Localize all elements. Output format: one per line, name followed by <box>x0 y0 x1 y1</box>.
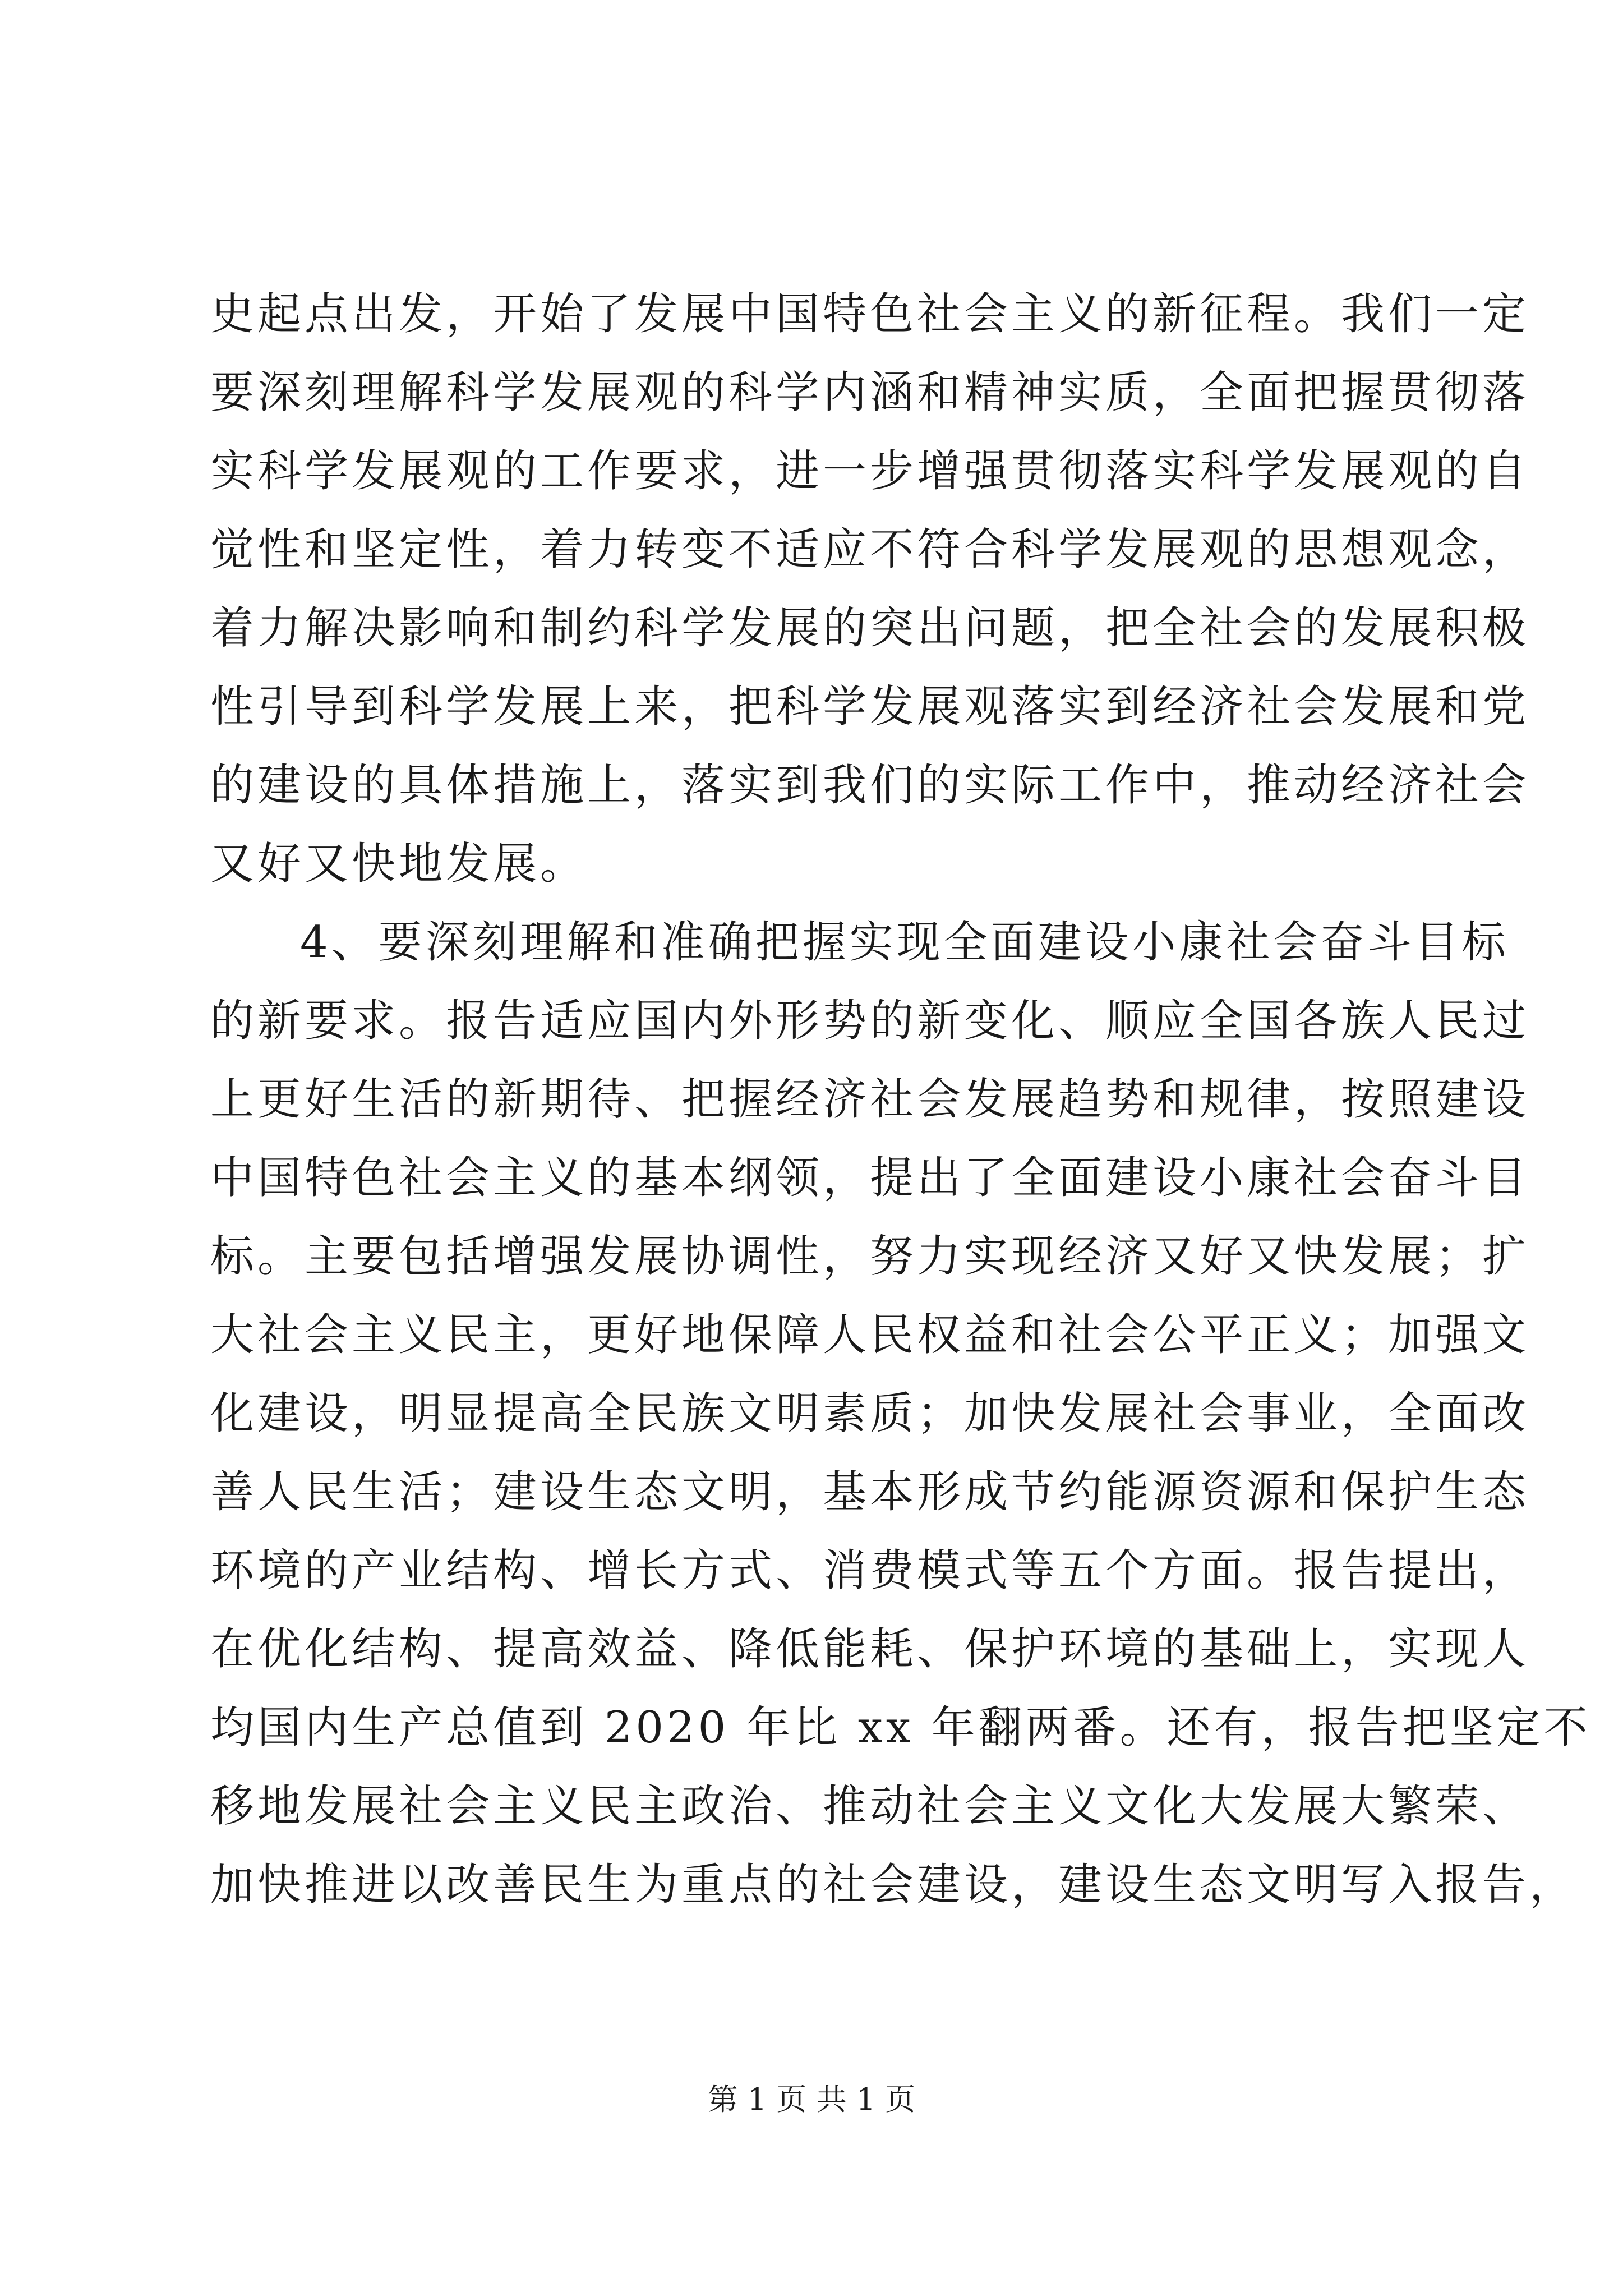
text-line: 上更好生活的新期待、把握经济社会发展趋势和规律，按照建设 <box>210 1074 1530 1125</box>
document-body <box>210 275 1591 1924</box>
text-line: 均国内生产总值到 2020 年比 xx 年翻两番。还有，报告把坚定不 <box>210 1703 1591 1753</box>
text-line: 在优化结构、提高效益、降低能耗、保护环境的基础上，实现人 <box>210 1624 1530 1674</box>
text-line: 中国特色社会主义的基本纲领，提出了全面建设小康社会奋斗目 <box>210 1153 1530 1203</box>
text-line: 觉性和坚定性，着力转变不适应不符合科学发展观的思想观念， <box>210 524 1530 575</box>
text-line: 要深刻理解科学发展观的科学内涵和精神实质，全面把握贯彻落 <box>210 367 1530 418</box>
text-line: 移地发展社会主义民主政治、推动社会主义文化大发展大繁荣、 <box>210 1781 1530 1832</box>
text-line: 大社会主义民主，更好地保障人民权益和社会公平正义；加强文 <box>210 1310 1530 1360</box>
text-line: 标。主要包括增强发展协调性，努力实现经济又好又快发展；扩 <box>210 1231 1530 1282</box>
text-line: 史起点出发，开始了发展中国特色社会主义的新征程。我们一定 <box>210 289 1530 339</box>
text-line: 实科学发展观的工作要求，进一步增强贯彻落实科学发展观的自 <box>210 446 1530 496</box>
text-line: 加快推进以改善民生为重点的社会建设，建设生态文明写入报告， <box>210 1860 1577 1910</box>
text-line: 着力解决影响和制约科学发展的突出问题，把全社会的发展积极 <box>210 603 1530 654</box>
text-line: 环境的产业结构、增长方式、消费模式等五个方面。报告提出， <box>210 1545 1530 1596</box>
paragraph-start-line: 4、要深刻理解和准确把握实现全面建设小康社会奋斗目标 <box>300 917 1509 968</box>
page-footer: 第 1 页 共 1 页 <box>707 2082 916 2117</box>
text-line: 善人民生活；建设生态文明，基本形成节约能源资源和保护生态 <box>210 1467 1530 1517</box>
text-line: 性引导到科学发展上来，把科学发展观落实到经济社会发展和党 <box>210 682 1530 732</box>
text-line: 又好又快地发展。 <box>210 839 588 889</box>
text-line: 化建设，明显提高全民族文明素质；加快发展社会事业，全面改 <box>210 1388 1530 1439</box>
text-line: 的建设的具体措施上，落实到我们的实际工作中，推动经济社会 <box>210 760 1530 811</box>
text-line: 的新要求。报告适应国内外形势的新变化、顺应全国各族人民过 <box>210 996 1530 1046</box>
